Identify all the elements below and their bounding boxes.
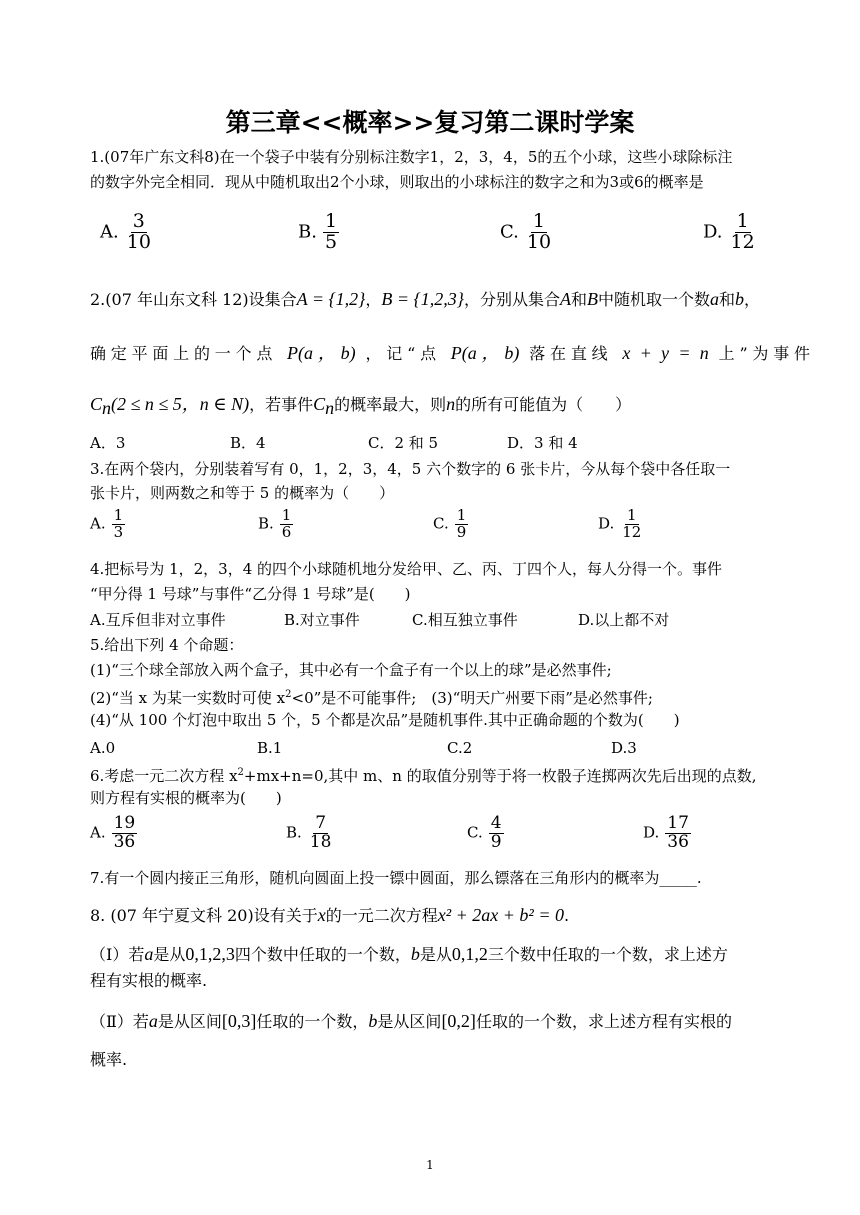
q5-option-d: D.3	[611, 739, 637, 757]
text-run: 和	[718, 290, 735, 309]
numerator: 3	[132, 210, 145, 232]
q1-option-b	[298, 212, 339, 253]
text-run: 是从区间	[157, 1012, 222, 1031]
math-expression: C	[90, 394, 103, 414]
fraction	[308, 815, 334, 852]
math-expression: a	[144, 944, 154, 964]
q5-option-b: B.1	[257, 739, 283, 757]
q8-part2-line-1	[90, 1010, 810, 1033]
math-expression: (2 ≤ n ≤ 5，n ∈ N)	[111, 394, 250, 414]
superscript: 2	[237, 767, 244, 778]
math-expression: a	[148, 1011, 158, 1031]
q1-line-1: 1.(07年广东文科8)在一个袋子中装有分别标注数字1，2，3，4，5的五个小球，这些小球除标注	[90, 148, 733, 166]
math-expression: C	[313, 394, 326, 414]
q5-line-3	[90, 684, 810, 709]
denominator: 36	[113, 831, 136, 852]
text-run: 2.(07 年山东文科 12)设集合	[90, 290, 297, 309]
fraction	[323, 212, 339, 253]
text-run: ，	[365, 290, 382, 309]
option-label: B.	[286, 823, 302, 842]
denominator: 3	[113, 522, 124, 541]
q6-line-1	[90, 762, 810, 787]
q8-line-1	[90, 904, 810, 927]
math-expression: b	[735, 289, 744, 309]
text-run: （Ⅱ）若	[90, 1012, 149, 1031]
denominator: 9	[456, 522, 467, 541]
q8-part1-line-2: 程有实根的概率.	[90, 971, 208, 990]
superscript: 2	[285, 689, 292, 700]
math-expression: x + y = n	[622, 343, 709, 363]
denominator: 6	[281, 522, 292, 541]
text-run: .	[563, 906, 570, 925]
math-subscript: n	[325, 398, 335, 419]
math-expression: A	[559, 289, 571, 309]
denominator: 9	[490, 831, 502, 852]
math-expression: a	[709, 289, 719, 309]
math-expression: B = {1,2,3}	[381, 289, 464, 309]
numerator: 1	[532, 210, 545, 232]
text-run: ，	[744, 290, 761, 309]
q8-part2-line-2: 概率.	[90, 1050, 128, 1069]
math-subscript: n	[102, 398, 112, 419]
text-run: 的一元二次方程	[325, 906, 438, 925]
math-expression: 0,1,2	[451, 944, 488, 964]
numerator: 1	[456, 506, 467, 524]
text-run: 是从区间	[377, 1012, 442, 1031]
denominator: 18	[309, 831, 332, 852]
option-label: D.	[643, 823, 660, 842]
text-run: 6.考虑一元二次方程 x	[90, 767, 238, 785]
q5-line-2: (1)“三个球全部放入两个盒子，其中必有一个盒子有一个以上的球”是必然事件;	[90, 661, 612, 679]
text-run: 中随机取一个数	[597, 290, 710, 309]
q1-option-d	[703, 212, 757, 253]
text-run: 8. (07 年宁夏文科 20)设有关于	[90, 906, 318, 925]
text-run: ，记“点	[365, 344, 441, 363]
text-run: 的所有可能值为（ ）	[455, 395, 632, 414]
text-run: 是从	[153, 945, 186, 964]
q6-option-b	[286, 815, 333, 852]
option-label: D.	[703, 221, 723, 243]
text-run: <0”是不可能事件; (3)“明天广州要下雨”是必然事件;	[291, 689, 653, 707]
q5-option-c: C.2	[447, 739, 473, 757]
text-run: 的概率最大，则	[334, 395, 447, 414]
denominator: 5	[324, 230, 338, 253]
math-expression: b	[410, 944, 420, 964]
q3-option-b	[258, 508, 293, 541]
fraction	[729, 212, 757, 253]
fraction	[280, 508, 294, 541]
text-run: ，分别从集合	[463, 290, 560, 309]
fraction	[665, 815, 691, 852]
text-run: +mx+n=0,其中 m、n 的取值分别等于将一枚骰子连掷两次先后出现的点数,	[243, 767, 757, 785]
q1-option-c	[500, 212, 553, 253]
option-label: A.	[100, 221, 119, 243]
q2-option-d: D．3 和 4	[507, 434, 578, 452]
option-label: B.	[298, 221, 317, 243]
math-expression: P(a，b)	[287, 343, 356, 363]
numerator: 1	[627, 506, 637, 524]
q2-line-3	[90, 393, 810, 419]
option-label: A.	[90, 823, 106, 842]
fraction	[455, 508, 469, 541]
option-label: D.	[598, 514, 615, 533]
q3-line-1: 3.在两个袋内，分别装着写有 0，1，2，3，4，5 六个数字的 6 张卡片，今从每个袋中各任取一	[90, 460, 731, 478]
q2-line-1	[90, 288, 810, 311]
q5-line-4: (4)“从 100 个灯泡中取出 5 个，5 个都是次品”是随机事件.其中正确命题的个数为( )	[90, 711, 680, 729]
q3-option-a	[90, 508, 125, 541]
q4-line-1: 4.把标号为 1，2，3，4 的四个小球随机地分发给甲、乙、丙、丁四个人，每人分得一个。事件	[90, 560, 723, 578]
text-run: 和	[570, 290, 587, 309]
denominator: 10	[126, 230, 151, 253]
numerator: 7	[315, 813, 327, 833]
fraction	[112, 815, 138, 852]
fraction	[125, 212, 153, 253]
fraction	[525, 212, 553, 253]
q4-option-a: A.互斥但非对立事件	[90, 611, 226, 629]
denominator: 12	[730, 230, 755, 253]
fraction	[112, 508, 126, 541]
text-run: 是从	[419, 945, 452, 964]
option-label: C.	[467, 823, 483, 842]
option-label: C.	[500, 221, 519, 243]
text-run: （Ⅰ）若	[90, 945, 145, 964]
numerator: 1	[281, 506, 292, 524]
numerator: 1	[113, 506, 124, 524]
q4-option-b: B.对立事件	[284, 611, 360, 629]
numerator: 4	[490, 813, 502, 833]
text-run: 上”为事件	[718, 344, 811, 363]
denominator: 10	[526, 230, 552, 253]
q8-part1-line-1	[90, 943, 810, 966]
math-expression: P(a，b)	[450, 343, 520, 363]
option-label: B.	[258, 514, 274, 533]
q1-option-a	[100, 212, 153, 253]
q2-option-c: C．2 和 5	[368, 434, 439, 452]
math-expression: [0,2]	[441, 1011, 476, 1031]
option-label: A.	[90, 514, 106, 533]
q7-line-1: 7.有一个圆内接正三角形，随机向圆面上投一镖中圆面，那么镖落在三角形内的概率为_____.	[90, 869, 702, 887]
q2-line-2	[90, 342, 810, 365]
math-expression: [0,3]	[221, 1011, 257, 1031]
q5-line-1: 5.给出下列 4 个命题：	[90, 636, 244, 654]
text-run: 落在直线	[529, 344, 613, 363]
q4-option-c: C.相互独立事件	[412, 611, 518, 629]
math-expression: x² + 2ax + b² = 0	[437, 905, 564, 925]
q4-line-2: “甲分得 1 号球”与事件“乙分得 1 号球”是( )	[90, 585, 411, 603]
q1-line-2: 的数字外完全相同．现从中随机取出2个小球，则取出的小球标注的数字之和为3或6的概率是	[90, 173, 704, 191]
text-run: 三个数中任取的一个数，求上述方	[487, 945, 728, 964]
math-expression: x	[317, 905, 326, 925]
fraction	[620, 508, 643, 541]
fraction	[489, 815, 504, 852]
text-run: 四个数中任取的一个数，	[234, 945, 411, 964]
math-expression: 0,1,2,3	[185, 944, 235, 964]
denominator: 36	[667, 831, 689, 852]
text-run: ，若事件	[249, 395, 314, 414]
numerator: 1	[324, 210, 338, 232]
text-run: 任取的一个数，	[256, 1012, 369, 1031]
page-number: 1	[426, 1158, 434, 1172]
q3-option-d	[598, 508, 643, 541]
page-title: 第三章<<概率>>复习第二课时学案	[225, 108, 635, 137]
text-run: (2)“当 x 为某一实数时可使 x	[90, 689, 286, 707]
q6-option-d	[643, 815, 691, 852]
text-run: 确定平面上的一个点	[90, 344, 278, 363]
denominator: 12	[622, 522, 642, 541]
numerator: 1	[736, 210, 749, 232]
q6-line-2: 则方程有实根的概率为( )	[90, 789, 282, 807]
math-expression: A = {1,2}	[296, 289, 366, 309]
q3-option-c	[433, 508, 468, 541]
numerator: 17	[667, 813, 689, 833]
q2-option-a: A．3	[90, 434, 126, 452]
q2-option-b: B．4	[230, 434, 266, 452]
text-run: 任取的一个数，求上述方程有实根的	[475, 1012, 732, 1031]
q5-option-a: A.0	[90, 739, 116, 757]
q3-line-2: 张卡片，则两数之和等于 5 的概率为（ ）	[90, 484, 395, 502]
math-expression: b	[368, 1011, 378, 1031]
math-expression: B	[586, 289, 598, 309]
numerator: 19	[113, 813, 136, 833]
q6-option-c	[467, 815, 504, 852]
math-expression: n	[446, 394, 456, 414]
option-label: C.	[433, 514, 449, 533]
q4-option-d: D.以上都不对	[578, 611, 670, 629]
q6-option-a	[90, 815, 137, 852]
